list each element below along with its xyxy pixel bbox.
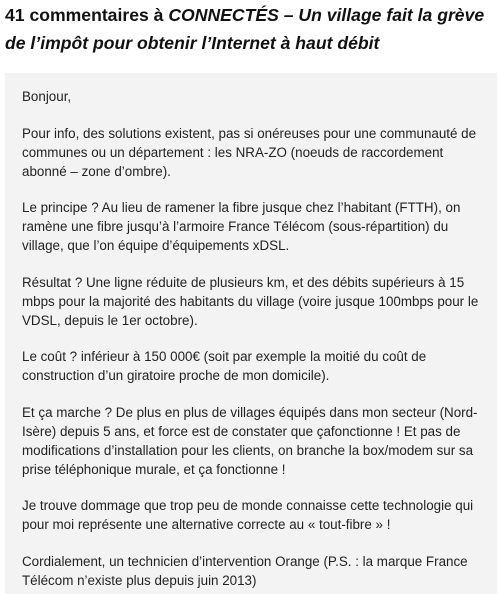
comment-paragraph bbox=[22, 124, 492, 181]
comments-title bbox=[5, 1, 497, 57]
comment-line: Je trouve dommage que trop peu de monde connaisse cette technologie qui bbox=[22, 498, 474, 513]
comment-line: ramène une fibre jusqu’à l’armoire France Télécom (sous-répartition) du bbox=[22, 219, 449, 234]
comment-paragraph bbox=[22, 496, 492, 534]
comment-line: Bonjour, bbox=[22, 89, 72, 104]
comment-line: construction d’un giratoire proche de mon domicile). bbox=[22, 368, 330, 383]
comment-count-label: commentaires à bbox=[29, 5, 164, 25]
comment-count: 41 bbox=[5, 5, 25, 25]
comment-paragraph-greeting bbox=[22, 87, 492, 106]
comment-paragraph bbox=[22, 403, 492, 479]
comment-line: abonné – zone d’ombre). bbox=[22, 163, 171, 179]
comment-line: VDSL, depuis le 1er octobre). bbox=[22, 312, 198, 328]
comment-line: prise téléphonique murale, et ça fonctionne ! bbox=[22, 461, 286, 477]
comment-paragraph bbox=[22, 273, 492, 330]
comment-line: Le coût ? inférieur à 150 000€ (soit par exemple la moitié du coût de bbox=[22, 349, 427, 364]
article-title: CONNECTÉS – Un village fait la grève de l’impôt pour obtenir l’Internet à haut débit bbox=[5, 5, 485, 53]
comment-line: Résultat ? Une ligne réduite de plusieurs km, et des débits supérieurs à 15 bbox=[22, 274, 465, 290]
comment-line: Cordialement, un technicien d’intervention Orange (P.S. : la marque France bbox=[22, 553, 468, 569]
comment-line: pour moi représente une alternative correcte au « tout-fibre » ! bbox=[22, 517, 391, 532]
comment-line: village, que l’on équipe d’équipements xDSL. bbox=[22, 238, 290, 253]
comment-line: modifications d’installation pour les clients, on branche la box/modem sur sa bbox=[22, 442, 474, 458]
comment-line: mbps pour la majorité des habitants du village (voire jusque 100mbps pour le bbox=[22, 293, 479, 309]
comment-body bbox=[5, 73, 497, 594]
comment-line: Le principe ? Au lieu de ramener la fibre jusque chez l’habitant (FTTH), on bbox=[22, 200, 461, 215]
comment-line: Et ça marche ? De plus en plus de villages équipés dans mon secteur (Nord- bbox=[22, 404, 478, 420]
comment-paragraph bbox=[22, 198, 492, 255]
comment-line: communes ou un département : les NRA-ZO (noeuds de raccordement bbox=[22, 144, 444, 160]
comment-line: Isère) depuis 5 ans, et force est de constater que çafonctionne ! Et pas de bbox=[22, 423, 461, 439]
comment-line: Télécom n’existe plus depuis juin 2013) bbox=[22, 572, 257, 588]
comment-paragraph-signature bbox=[22, 552, 492, 590]
comment-line: Pour info, des solutions existent, pas si onéreuses pour une communauté de bbox=[22, 125, 477, 141]
comment-paragraph bbox=[22, 347, 492, 385]
